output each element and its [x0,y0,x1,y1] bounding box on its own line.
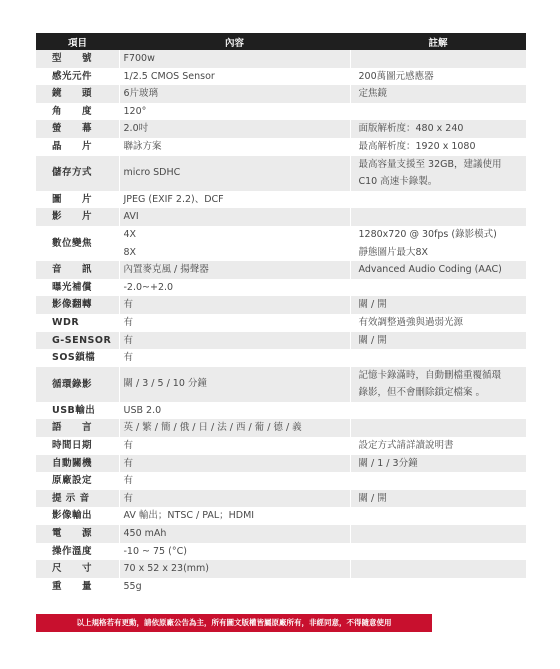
spec-label: WDR [36,314,119,332]
spec-note [350,437,526,455]
spec-value-line: 關 / 3 / 5 / 10 分鐘 [123,378,207,390]
spec-value [119,138,350,156]
spec-note [350,261,526,279]
spec-label: 螢 幕 [36,120,119,138]
spec-note [350,68,526,86]
spec-value-line: F700w [123,53,155,64]
spec-value-line: AV 輸出；NTSC / PAL；HDMI [123,510,255,522]
spec-label: 自動關機 [36,455,119,473]
spec-value [119,103,350,121]
table-row [36,525,526,543]
spec-value-line: 55g [123,580,142,592]
spec-note [350,156,526,191]
spec-note-line: C10 高速卡錄製。 [358,176,438,188]
spec-label: 鏡 頭 [36,85,119,103]
table-row [36,68,526,86]
spec-label: 感光元件 [36,68,119,86]
table-row [36,402,526,420]
spec-note-line: 關 / 開 [358,299,387,311]
spec-value [119,560,350,578]
spec-note [350,419,526,437]
spec-value [119,543,350,561]
spec-note [350,226,526,261]
table-row [36,85,526,103]
spec-note [350,85,526,103]
copyright-notice: 以上規格若有更動，請依原廠公告為主，所有圖文版權皆屬原廠所有，非經同意，不得隨意使用 [36,614,432,632]
spec-note-line: 面版解析度：480 x 240 [358,123,464,135]
spec-note [350,279,526,297]
spec-label: 儲存方式 [36,156,119,191]
spec-label: 語 言 [36,419,119,437]
spec-note-line: 最高容量支援至 32GB，建議使用 [358,158,502,170]
spec-note [350,50,526,68]
spec-label: 影像輸出 [36,507,119,525]
spec-label: SOS鎖檔 [36,349,119,367]
spec-label: 尺 寸 [36,560,119,578]
spec-value [119,490,350,508]
spec-value [119,332,350,350]
spec-value [119,279,350,297]
spec-note [350,332,526,350]
spec-value [119,261,350,279]
spec-note-line: 設定方式請詳讀說明書 [358,440,454,452]
spec-value [119,437,350,455]
table-row [36,120,526,138]
table-row [36,349,526,367]
spec-note [350,191,526,209]
spec-value [119,472,350,490]
spec-note-line: 有效調整過強與過弱光源 [358,316,464,328]
spec-value-line: 有 [123,492,134,504]
spec-value-line: JPEG (EXIF 2.2)、DCF [123,193,224,205]
spec-value [119,68,350,86]
spec-value-line: 英 / 繁 / 簡 / 俄 / 日 / 法 / 西 / 葡 / 德 / 義 [123,422,302,434]
spec-note [350,103,526,121]
spec-value [119,525,350,543]
table-row [36,472,526,490]
table-row [36,103,526,121]
spec-note [350,507,526,525]
spec-value [119,226,350,261]
table-row [36,296,526,314]
spec-value [119,191,350,209]
spec-label: 提 示 音 [36,490,119,508]
table-row [36,507,526,525]
spec-label: 影 片 [36,208,119,226]
spec-label: 數位變焦 [36,226,119,261]
spec-value [119,156,350,191]
spec-note [350,402,526,420]
spec-value-line: 有 [123,352,134,364]
spec-label: 音 訊 [36,261,119,279]
table-row [36,50,526,68]
spec-value [119,85,350,103]
spec-note [350,314,526,332]
table-row [36,367,526,402]
spec-note [350,472,526,490]
table-row [36,578,526,596]
table-row [36,543,526,561]
spec-value-line: 有 [123,440,134,452]
spec-value-line: 450 mAh [123,528,167,540]
spec-label: 曝光補償 [36,279,119,297]
spec-label: 循環錄影 [36,367,119,402]
spec-value [119,419,350,437]
spec-value-line: 2.0吋 [123,123,149,135]
header-note: 註解 [350,33,526,50]
header-content: 內容 [119,33,350,50]
table-row [36,560,526,578]
header-item: 項目 [36,33,119,50]
spec-value [119,455,350,473]
table-row [36,332,526,350]
spec-table-body [36,50,526,595]
spec-value-line: 內置麥克風 / 揚聲器 [123,264,209,276]
table-row [36,261,526,279]
spec-value-line: -2.0~+2.0 [123,281,174,293]
spec-note [350,490,526,508]
spec-note-line: Advanced Audio Coding (AAC) [358,264,502,276]
spec-note [350,578,526,596]
spec-note-line: 定焦鏡 [358,88,388,100]
spec-note [350,349,526,367]
spec-table-header [36,33,526,50]
table-row [36,156,526,191]
spec-value-line: 聯詠方案 [123,140,162,152]
spec-value-line: 70 x 52 x 23(mm) [123,563,210,575]
spec-value-line: 有 [123,299,134,311]
table-row [36,191,526,209]
spec-value [119,314,350,332]
spec-value-line: 6片玻璃 [123,88,159,100]
spec-value-line: 8X [123,246,137,258]
spec-value-line: 120° [123,105,147,117]
table-row [36,490,526,508]
spec-note-line: 錄影，但不會刪除鎖定檔案 。 [358,387,486,399]
spec-note [350,455,526,473]
spec-value [119,349,350,367]
table-row [36,314,526,332]
spec-value [119,367,350,402]
spec-label: 操作溫度 [36,543,119,561]
spec-value [119,578,350,596]
table-row [36,419,526,437]
spec-label: 型 號 [36,50,119,68]
spec-note-line: 關 / 開 [358,334,387,346]
table-row [36,437,526,455]
spec-label: 角 度 [36,103,119,121]
spec-note [350,525,526,543]
spec-label: 晶 片 [36,138,119,156]
spec-value-line: 有 [123,334,134,346]
spec-label: 圖 片 [36,191,119,209]
spec-note [350,543,526,561]
table-row [36,138,526,156]
spec-value-line: 有 [123,475,134,487]
table-row [36,226,526,261]
spec-value-line: 1/2.5 CMOS Sensor [123,70,215,82]
spec-note-line: 最高解析度：1920 x 1080 [358,140,476,152]
spec-value [119,50,350,68]
spec-note-line: 記憶卡錄滿時，自動刪檔重覆循環 [358,369,502,381]
spec-value-line: USB 2.0 [123,404,162,416]
spec-value [119,402,350,420]
spec-value-line: 4X [123,228,137,240]
table-row [36,208,526,226]
table-row [36,279,526,297]
spec-note-line: 關 / 開 [358,492,387,504]
spec-label: 電 源 [36,525,119,543]
spec-label: USB輸出 [36,402,119,420]
spec-value-line: -10 ~ 75 (°C) [123,545,187,557]
spec-note [350,560,526,578]
spec-value-line: micro SDHC [123,167,181,179]
spec-label: 原廠設定 [36,472,119,490]
spec-label: 時間日期 [36,437,119,455]
table-row [36,455,526,473]
spec-value-line: AVI [123,211,139,223]
spec-value [119,296,350,314]
spec-note-line: 1280x720 @ 30fps (錄影模式) [358,228,497,240]
spec-value-line: 有 [123,457,134,469]
spec-note [350,138,526,156]
spec-note [350,208,526,226]
spec-note [350,367,526,402]
spec-label: G-SENSOR [36,332,119,350]
spec-value [119,507,350,525]
spec-value [119,120,350,138]
spec-label: 影像翻轉 [36,296,119,314]
spec-value [119,208,350,226]
spec-value-line: 有 [123,316,134,328]
spec-note [350,120,526,138]
spec-label: 重 量 [36,578,119,596]
spec-table [36,33,527,595]
spec-note-line: 200萬圖元感應器 [358,70,434,82]
spec-note-line: 關 / 1 / 3分鐘 [358,457,418,469]
spec-note-line: 靜態圖片最大8X [358,246,429,258]
spec-note [350,296,526,314]
